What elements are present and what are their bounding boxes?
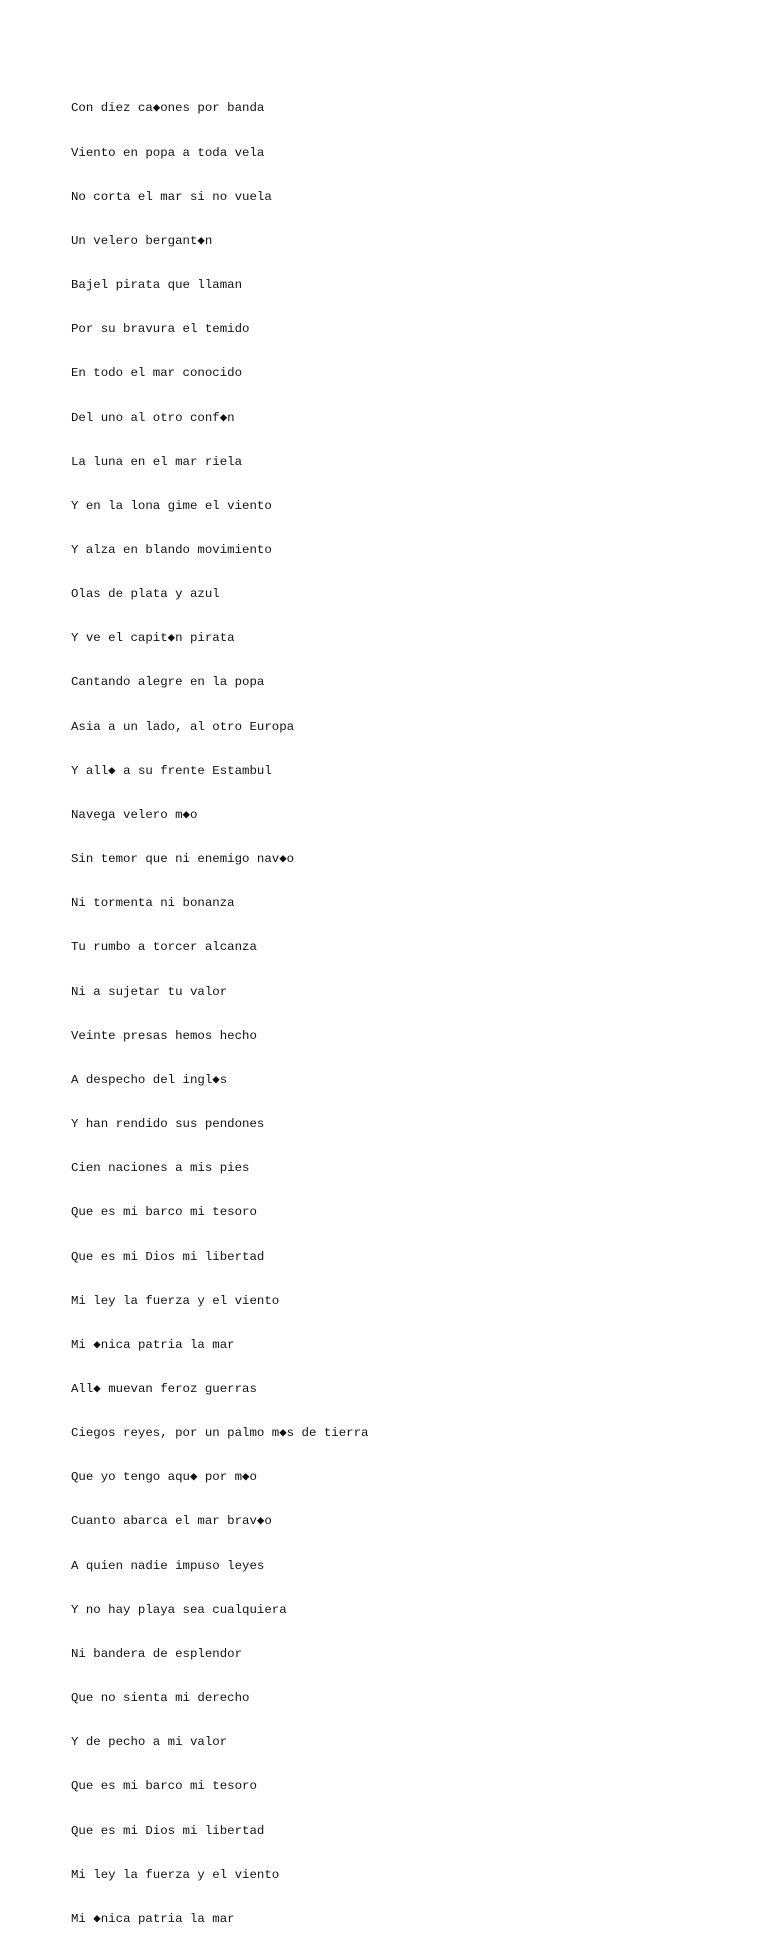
poem-line: La luna en el mar riela (71, 454, 243, 469)
poem-line: Olas de plata y azul (71, 587, 220, 602)
poem-line: All◆ muevan feroz guerras (71, 1381, 257, 1396)
poem-line: Que es mi Dios mi libertad (71, 1823, 265, 1838)
poem-line: Y en la lona gime el viento (71, 498, 272, 513)
poem-line: Y all◆ a su frente Estambul (71, 763, 272, 778)
poem-line: Ni tormenta ni bonanza (71, 896, 235, 911)
poem-line: Y de pecho a mi valor (71, 1735, 228, 1750)
poem-line: Por su bravura el temido (71, 322, 250, 337)
poem-line: A despecho del ingl◆s (71, 1072, 228, 1087)
poem-line: Y ve el capit◆n pirata (71, 631, 235, 646)
poem-text (71, 72, 368, 1956)
poem-line: Que es mi barco mi tesoro (71, 1205, 257, 1220)
poem-line: Tu rumbo a torcer alcanza (71, 940, 257, 955)
poem-line: A quien nadie impuso leyes (71, 1558, 265, 1573)
poem-line: Mi ley la fuerza y el viento (71, 1867, 280, 1882)
poem-line: En todo el mar conocido (71, 366, 243, 381)
poem-line: Cantando alegre en la popa (71, 675, 265, 690)
poem-line: Sin temor que ni enemigo nav◆o (71, 852, 295, 867)
poem-line: Un velero bergant◆n (71, 233, 213, 248)
poem-line: Mi ◆nica patria la mar (71, 1911, 235, 1926)
poem-line: Mi ◆nica patria la mar (71, 1337, 235, 1352)
poem-line: Ni a sujetar tu valor (71, 984, 228, 999)
poem-line: Y alza en blando movimiento (71, 543, 272, 557)
poem-line: Que es mi Dios mi libertad (71, 1249, 265, 1264)
poem-line: Viento en popa a toda vela (71, 145, 265, 160)
poem-line: Que yo tengo aqu◆ por m◆o (71, 1470, 257, 1485)
poem-line: Cuanto abarca el mar brav◆o (71, 1514, 272, 1529)
poem-line: Con diez ca◆ones por banda (71, 101, 265, 116)
poem-line: Veinte presas hemos hecho (71, 1028, 257, 1043)
poem-line: Y han rendido sus pendones (71, 1117, 265, 1132)
poem-line: Ni bandera de esplendor (71, 1646, 243, 1661)
poem-line: Asia a un lado, al otro Europa (71, 719, 295, 734)
poem-line: Del uno al otro conf◆n (71, 410, 235, 425)
poem-line: No corta el mar si no vuela (71, 189, 272, 204)
poem-line: Que es mi barco mi tesoro (71, 1779, 257, 1794)
poem-line: Cien naciones a mis pies (71, 1161, 250, 1176)
poem-line: Mi ley la fuerza y el viento (71, 1293, 280, 1308)
poem-line: Bajel pirata que llaman (71, 278, 243, 293)
poem-line: Que no sienta mi derecho (71, 1691, 250, 1706)
poem-line: Ciegos reyes, por un palmo m◆s de tierra (71, 1426, 369, 1441)
poem-line: Navega velero m◆o (71, 807, 198, 822)
poem-line: Y no hay playa sea cualquiera (71, 1602, 287, 1617)
